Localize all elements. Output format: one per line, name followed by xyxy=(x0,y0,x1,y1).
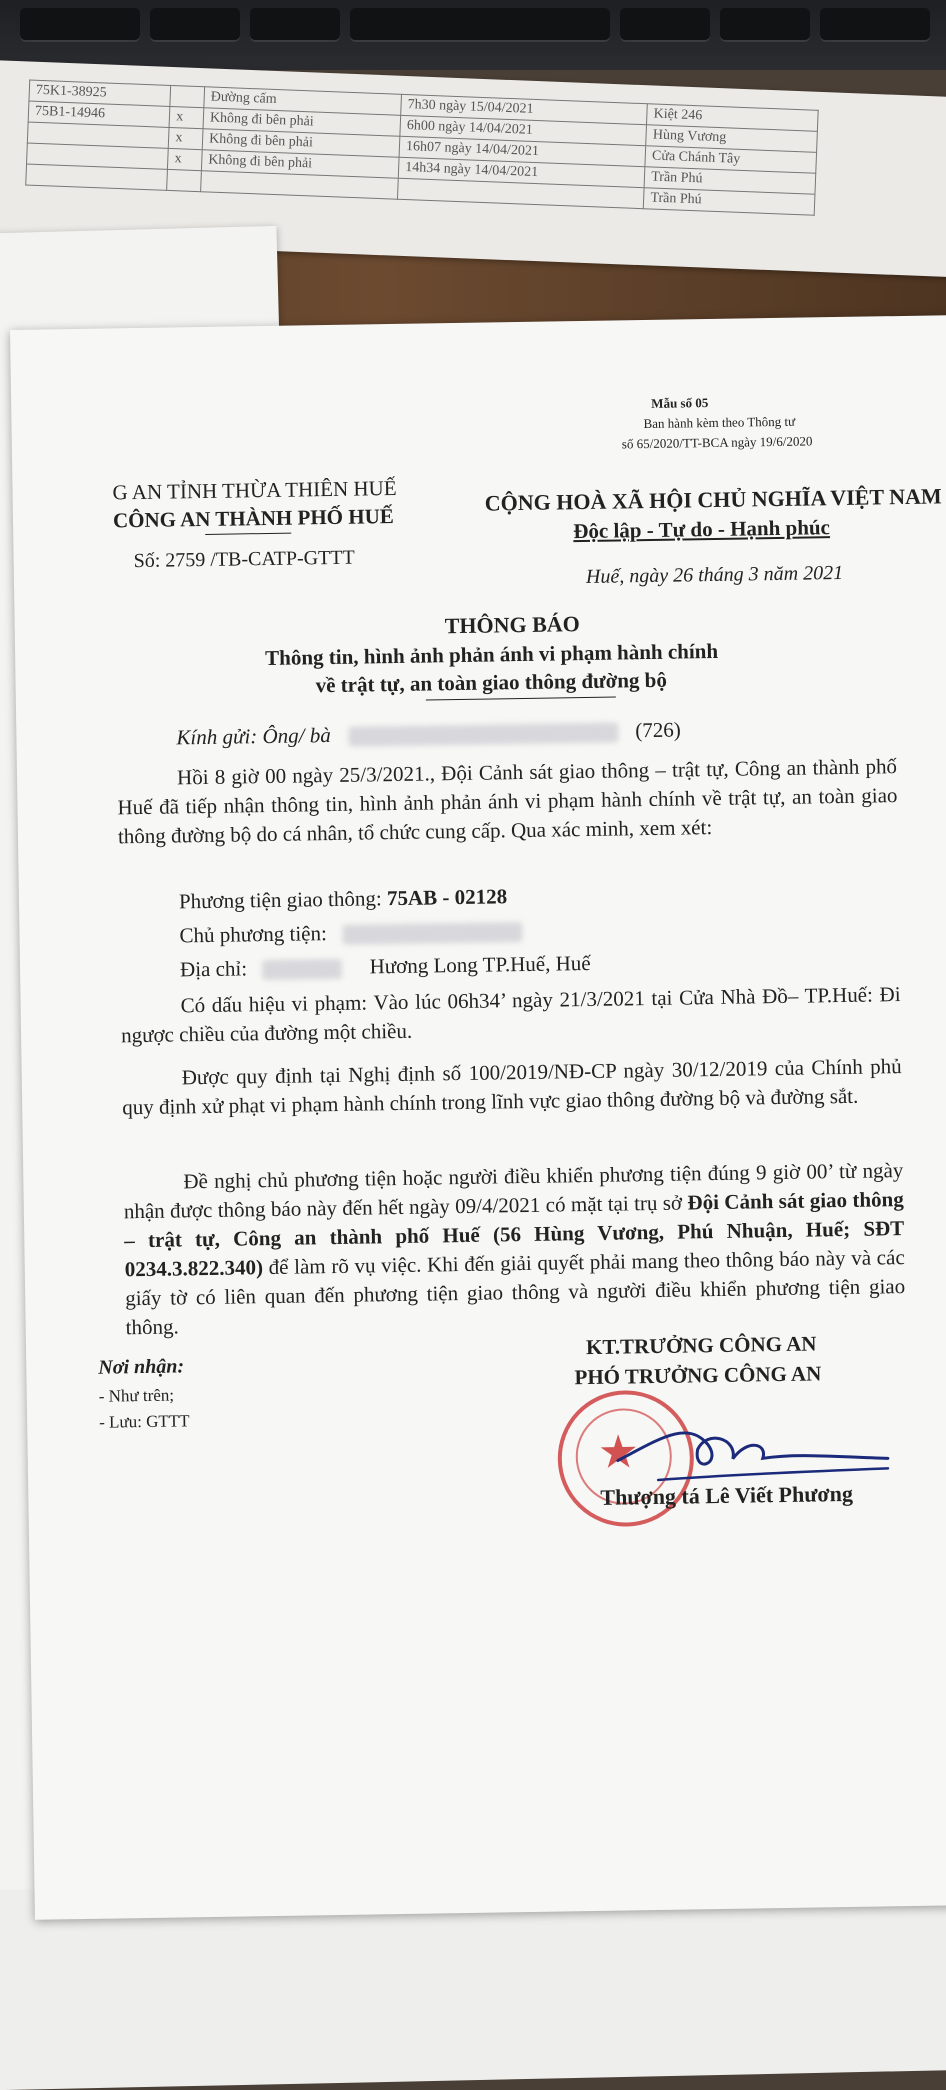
log-cell-street: Trần Phú xyxy=(644,167,815,195)
request-paragraph xyxy=(123,1156,906,1342)
log-cell-plate: 75B1-14946 xyxy=(28,101,170,127)
log-cell-street: Trần Phú xyxy=(644,188,815,216)
owner-line xyxy=(179,918,522,948)
request-text-2: để làm rõ vụ việc. Khi đến giải quyết phải mang theo thông báo này và các giấy tờ có liên quan đến phương tiện giao thông và người điều khiển phương tiện giao thông. xyxy=(125,1245,906,1340)
request-office-address: Đội Cảnh sát giao thông – trật tự, Công an thành phố Huế (56 Hùng Vương, Phú Nhuận, Huế; SĐT 0234.3.822.340) xyxy=(124,1187,905,1282)
log-cell-mark: x xyxy=(169,127,204,149)
issue-date: Huế, ngày 26 tháng 3 năm 2021 xyxy=(585,561,844,588)
national-motto: Độc lập - Tự do - Hạnh phúc xyxy=(573,515,831,544)
notice-title: THÔNG BÁO xyxy=(444,611,580,639)
log-cell-violation: Không đi bên phải xyxy=(202,129,400,158)
vehicle-label: Phương tiện giao thông: xyxy=(178,886,382,914)
recipient-item-2: - Lưu: GTTT xyxy=(99,1411,190,1432)
recipient-suffix: (726) xyxy=(635,717,681,743)
notice-document xyxy=(10,315,946,1920)
violation-paragraph: Có dấu hiệu vi phạm: Vào lúc 06h34’ ngày 21/3/2021 tại Cửa Nhà Đồ– TP.Huế: Đi ngược chiều của đường một chiều. xyxy=(120,982,901,1048)
regulation-paragraph: Được quy định tại Nghị định số 100/2019/NĐ-CP ngày 30/12/2019 của Chính phủ quy định xử phạt vi phạm hành chính trong lĩnh vực giao thông đường bộ và đường sắt. xyxy=(122,1054,902,1120)
log-cell-time: 16h07 ngày 14/04/2021 xyxy=(399,136,646,166)
agency-name: CÔNG AN THÀNH PHỐ HUẾ xyxy=(112,503,394,533)
recipient-line xyxy=(176,718,681,751)
notice-subtitle-1: Thông tin, hình ảnh phản ánh vi phạm hành chính xyxy=(264,638,719,671)
agency-underline xyxy=(205,533,291,535)
agency-parent: G AN TỈNH THỪA THIÊN HUẾ xyxy=(112,475,397,505)
intro-paragraph: Hồi 8 giờ 00 ngày 25/3/2021., Đội Cảnh sát giao thông – trật tự, Công an thành phố Huế đã tiếp nhận thông tin, hình ảnh phản ánh vi phạm hành chính về trật tự, an toàn giao thông đường bộ do cá nhân, tổ chức cung cấp. Qua xác minh, xem xét: xyxy=(117,754,898,849)
address-label: Địa chỉ: xyxy=(179,956,248,982)
redacted-address xyxy=(262,959,342,980)
log-cell-time: 6h00 ngày 14/04/2021 xyxy=(400,115,647,145)
document-number: Số: 2759 /TB-CATP-GTTT xyxy=(133,546,355,573)
log-cell-plate xyxy=(26,164,168,190)
official-red-seal: ★ xyxy=(557,1389,695,1527)
vehicle-plate: 75AB - 02128 xyxy=(386,884,508,911)
log-cell-plate: 75K1-38925 xyxy=(29,80,171,106)
log-cell-mark xyxy=(170,85,205,107)
vehicle-line xyxy=(179,884,508,914)
request-text-1: Đề nghị chủ phương tiện hoặc người điều khiển phương tiện đúng 9 giờ 00’ từ ngày nhận được thông báo này đến hết ngày 09/4/2021 có mặt tại trụ sở xyxy=(123,1158,904,1224)
title-underline xyxy=(426,697,616,701)
recipient-item-1: - Như trên; xyxy=(98,1385,175,1406)
form-number: Mẫu số 05 xyxy=(651,395,709,411)
address-line xyxy=(180,951,591,982)
log-cell-violation: Không đi bên phải xyxy=(201,150,399,179)
log-cell-mark xyxy=(167,169,202,191)
violation-log-table xyxy=(25,80,818,216)
log-cell-violation: Không đi bên phải xyxy=(203,108,401,137)
redacted-recipient-name xyxy=(348,723,618,747)
redacted-owner-name xyxy=(342,922,522,945)
recipient-label: Kính gửi: Ông/ bà xyxy=(176,723,331,750)
country-name: CỘNG HOÀ XÃ HỘI CHỦ NGHĨA VIỆT NAM xyxy=(484,483,942,516)
log-cell-street: Cửa Chánh Tây xyxy=(645,146,816,174)
log-cell-time: 14h34 ngày 14/04/2021 xyxy=(398,157,645,187)
log-cell-street: Hùng Vương xyxy=(646,125,817,153)
address-value: Hương Long TP.Huế, Huế xyxy=(369,950,591,979)
form-note-1: Ban hành kèm theo Thông tư xyxy=(643,413,796,432)
owner-label: Chủ phương tiện: xyxy=(179,921,328,948)
log-cell-mark: x xyxy=(168,148,203,170)
signer-name: Thượng tá Lê Viết Phương xyxy=(600,1480,854,1510)
log-cell-violation: Đường cấm xyxy=(204,87,402,116)
notice-subtitle-2: về trật tự, an toàn giao thông đường bộ xyxy=(315,667,668,698)
signer-title-1: KT.TRƯỞNG CÔNG AN xyxy=(585,1331,817,1360)
form-note-2: số 65/2020/TT-BCA ngày 19/6/2020 xyxy=(621,433,813,452)
keyboard-background xyxy=(0,0,946,70)
log-cell-mark: x xyxy=(169,106,204,128)
log-cell-street: Kiệt 246 xyxy=(647,104,818,132)
recipients-title: Nơi nhận: xyxy=(98,1355,185,1379)
signer-title-2: PHÓ TRƯỞNG CÔNG AN xyxy=(574,1361,822,1390)
log-cell-time: 7h30 ngày 15/04/2021 xyxy=(401,94,648,124)
